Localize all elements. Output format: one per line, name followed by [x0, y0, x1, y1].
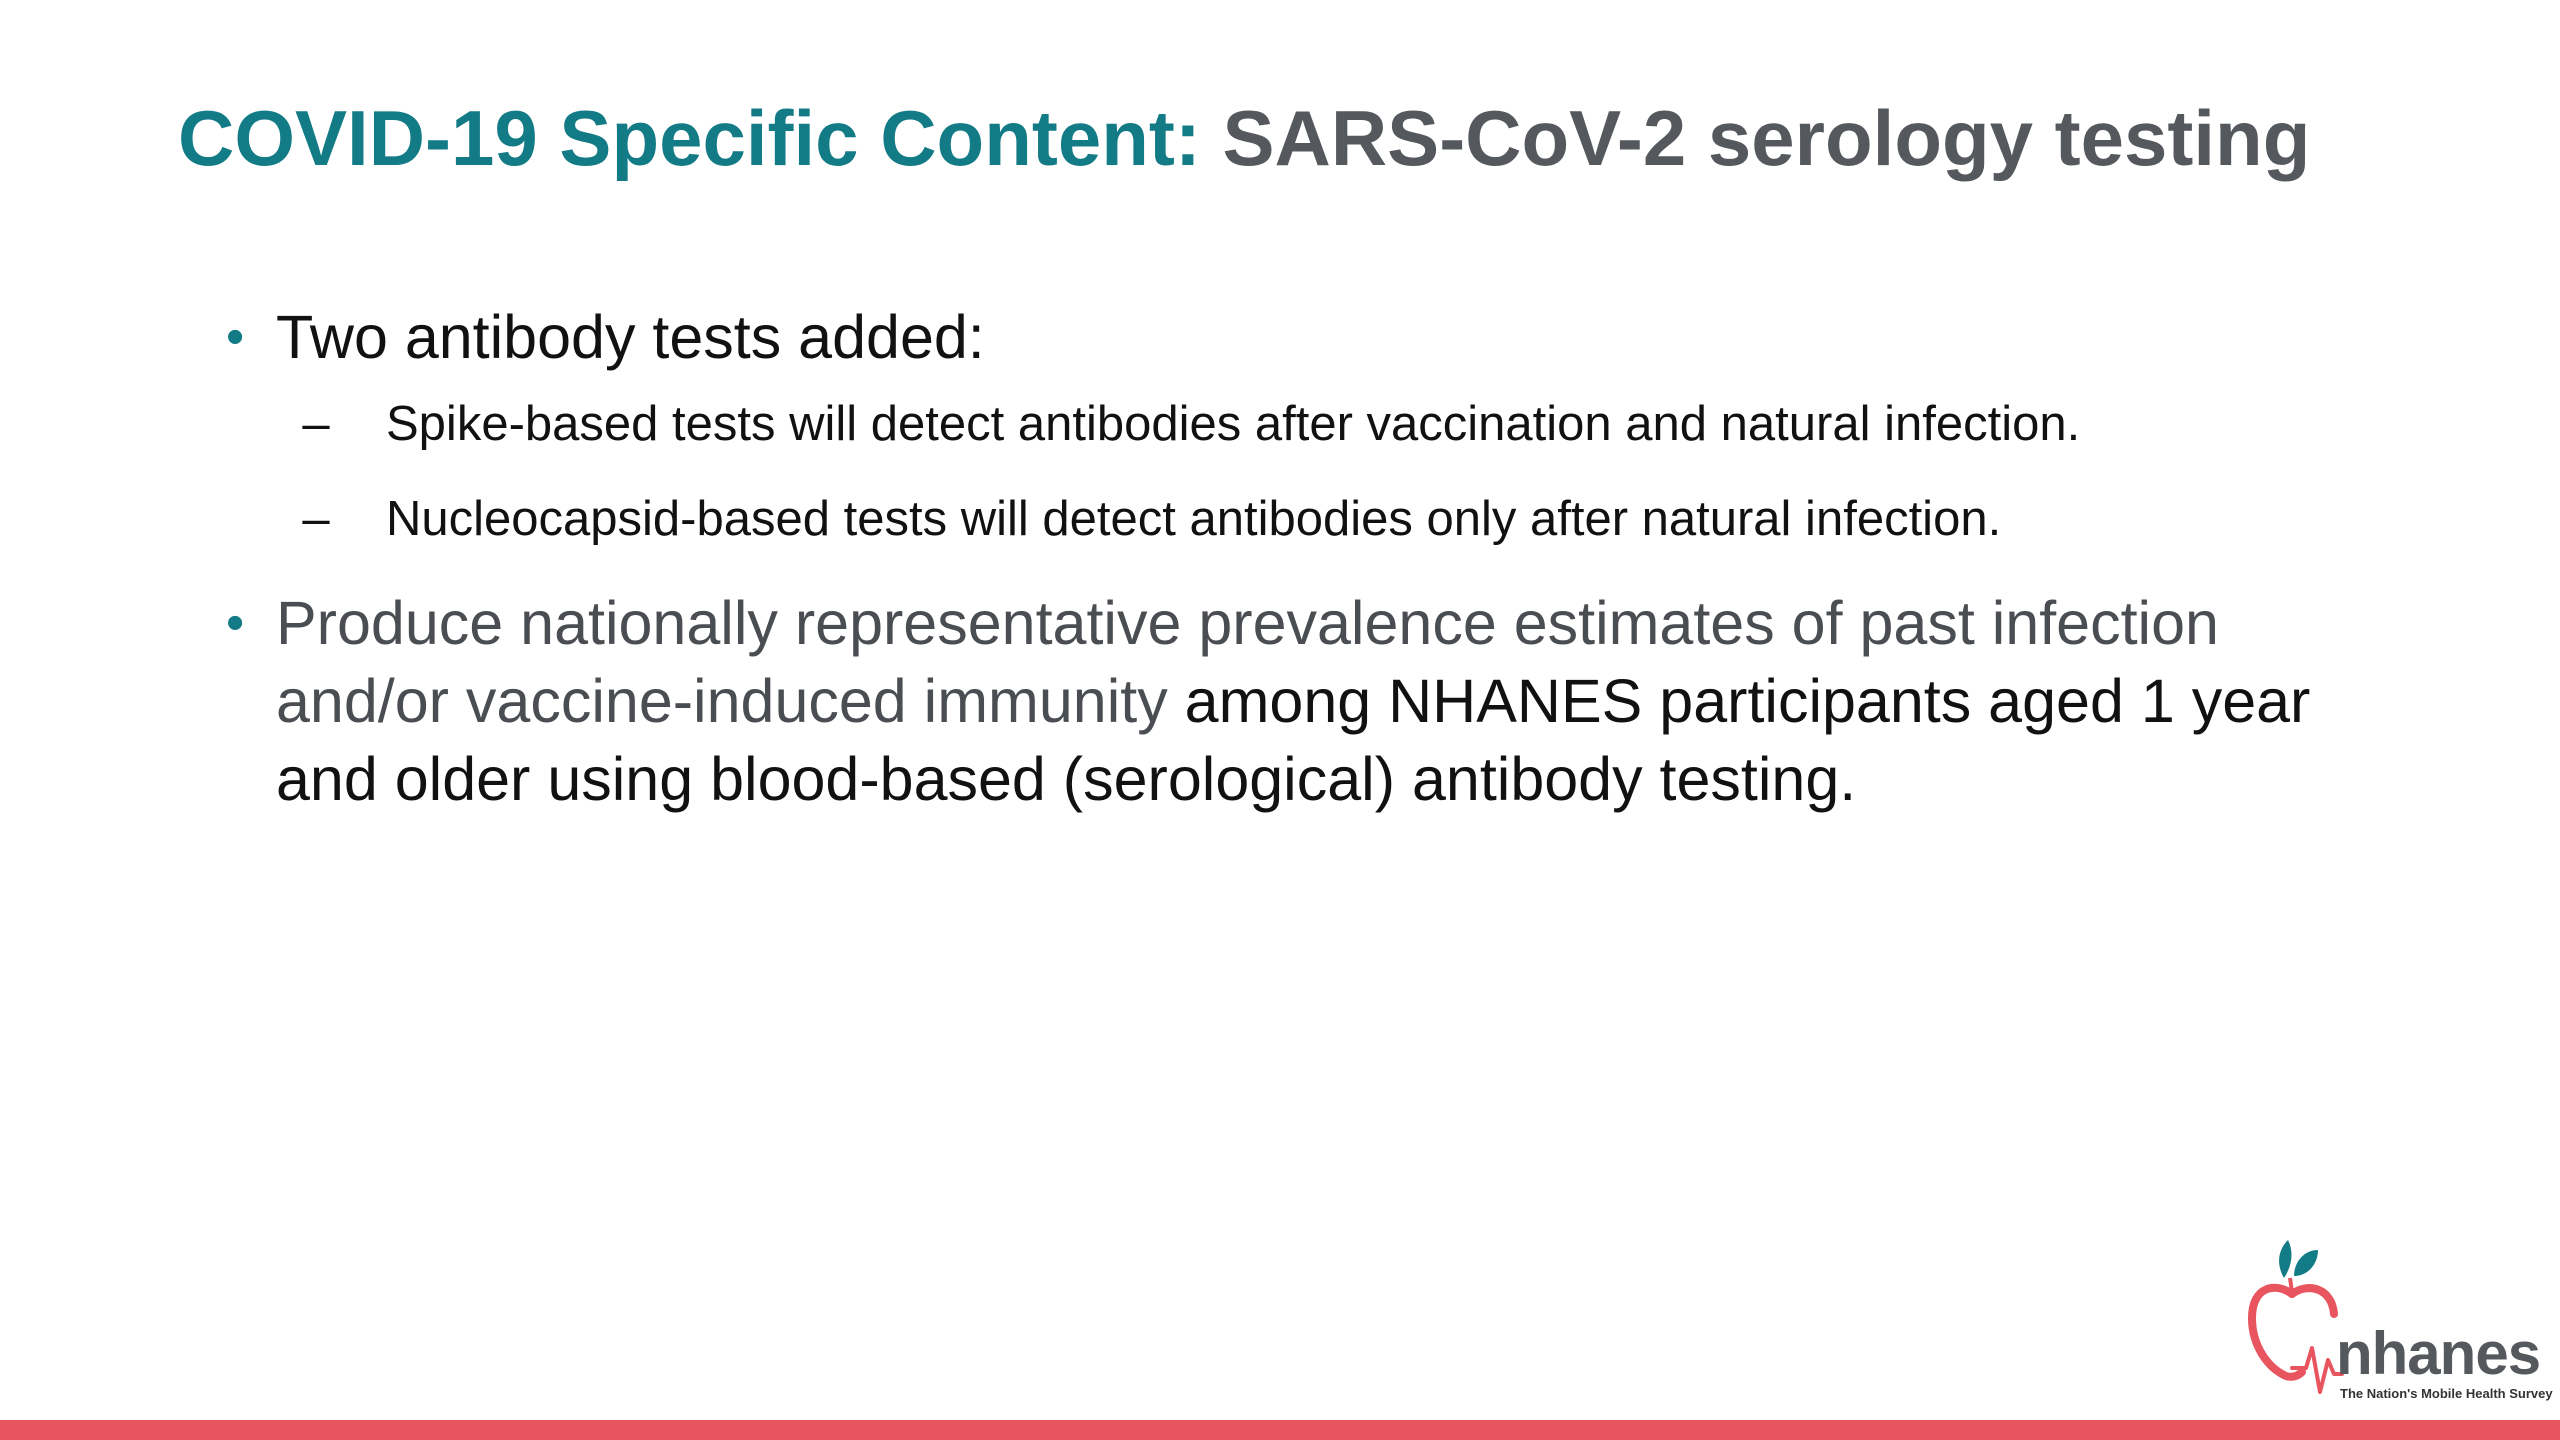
- sub-bullet-item: [276, 489, 2382, 549]
- dash-icon: –: [302, 492, 330, 546]
- slide-title: [178, 88, 2310, 188]
- sub-bullet-text: Nucleocapsid-based tests will detect antibodies only after natural infection.: [386, 492, 2002, 546]
- title-accent: COVID-19 Specific Content:: [178, 94, 1201, 182]
- bottom-accent-bar: [0, 1420, 2560, 1440]
- bullet-text: Two antibody tests added:: [276, 303, 985, 371]
- sub-bullet-list: [276, 394, 2382, 549]
- logo-wordmark: nhanes: [2336, 1320, 2541, 1387]
- title-main: SARS-CoV-2 serology testing: [1222, 94, 2311, 182]
- bullet-list: [222, 298, 2382, 818]
- sub-bullet-item: [276, 394, 2382, 454]
- bullet-text-part-2: among NHANES participants aged 1 year and older using blood-based (serological) antibody testing.: [276, 667, 2311, 813]
- dash-icon: –: [302, 397, 330, 451]
- bullet-item-2: [222, 584, 2382, 818]
- bullet-dot-icon: •: [226, 308, 245, 366]
- bullet-item-1: [222, 298, 2382, 549]
- logo-tagline: The Nation's Mobile Health Survey: [2340, 1386, 2553, 1401]
- sub-bullet-text: Spike-based tests will detect antibodies after vaccination and natural infection.: [386, 397, 2081, 451]
- bullet-text-part-1: Produce nationally representative prevalence estimates of past infection and/or vaccine-induced immunity: [276, 589, 2219, 735]
- bullet-dot-icon: •: [226, 594, 245, 652]
- nhanes-logo: [2248, 1236, 2553, 1408]
